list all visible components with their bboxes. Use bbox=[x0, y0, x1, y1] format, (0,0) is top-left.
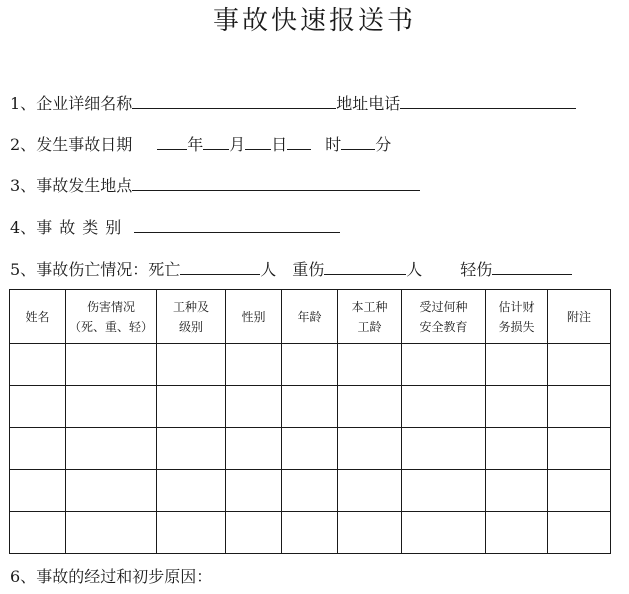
table-cell[interactable] bbox=[338, 470, 402, 512]
table-cell[interactable] bbox=[226, 428, 282, 470]
table-cell[interactable] bbox=[402, 470, 486, 512]
table-cell[interactable] bbox=[402, 344, 486, 386]
year-field[interactable] bbox=[157, 133, 187, 150]
item-company bbox=[10, 92, 576, 115]
casualty-table bbox=[9, 289, 611, 554]
table-cell[interactable] bbox=[10, 470, 66, 512]
table-cell[interactable] bbox=[486, 470, 548, 512]
death-count-field[interactable] bbox=[180, 258, 260, 275]
company-name-field[interactable] bbox=[132, 92, 336, 109]
item-number: 3、 bbox=[10, 176, 37, 195]
table-cell[interactable] bbox=[548, 470, 611, 512]
address-phone-field[interactable] bbox=[400, 92, 576, 109]
death-person-label: 人 bbox=[260, 260, 277, 279]
table-cell[interactable] bbox=[402, 386, 486, 428]
table-cell[interactable] bbox=[157, 428, 226, 470]
serious-person-label: 人 bbox=[406, 260, 423, 279]
table-cell[interactable] bbox=[548, 344, 611, 386]
hour-label: 时 bbox=[325, 135, 342, 154]
header-cell: 性别 bbox=[226, 290, 282, 344]
table-cell[interactable] bbox=[486, 344, 548, 386]
month-field[interactable] bbox=[203, 133, 229, 150]
table-cell[interactable] bbox=[10, 512, 66, 554]
table-cell[interactable] bbox=[157, 386, 226, 428]
table-row bbox=[10, 512, 611, 554]
table-cell[interactable] bbox=[486, 386, 548, 428]
table-cell[interactable] bbox=[66, 428, 157, 470]
table-cell[interactable] bbox=[282, 344, 338, 386]
company-name-label: 企业详细名称 bbox=[36, 94, 133, 113]
month-label: 月 bbox=[229, 135, 246, 154]
table-cell[interactable] bbox=[486, 428, 548, 470]
day-field[interactable] bbox=[245, 133, 271, 150]
year-label: 年 bbox=[187, 135, 204, 154]
item-number: 5、 bbox=[10, 260, 37, 279]
table-cell[interactable] bbox=[402, 512, 486, 554]
table-cell[interactable] bbox=[157, 470, 226, 512]
table-cell[interactable] bbox=[66, 470, 157, 512]
light-count-field[interactable] bbox=[492, 258, 572, 275]
table-cell[interactable] bbox=[226, 344, 282, 386]
minute-label: 分 bbox=[375, 135, 392, 154]
item-number: 1、 bbox=[10, 94, 37, 113]
table-cell[interactable] bbox=[282, 428, 338, 470]
table-cell[interactable] bbox=[226, 512, 282, 554]
table-row bbox=[10, 344, 611, 386]
table-row bbox=[10, 428, 611, 470]
table-header-row bbox=[10, 290, 611, 344]
table-cell[interactable] bbox=[226, 386, 282, 428]
table-cell[interactable] bbox=[338, 428, 402, 470]
day-extra-field[interactable] bbox=[287, 133, 311, 150]
table-cell[interactable] bbox=[66, 386, 157, 428]
header-cell: 工种及 级别 bbox=[157, 290, 226, 344]
table-cell[interactable] bbox=[338, 344, 402, 386]
table-cell[interactable] bbox=[402, 428, 486, 470]
table-cell[interactable] bbox=[10, 344, 66, 386]
header-cell: 姓名 bbox=[10, 290, 66, 344]
hour-field[interactable] bbox=[341, 133, 375, 150]
serious-injury-label: 重伤 bbox=[292, 260, 325, 279]
table-cell[interactable] bbox=[157, 344, 226, 386]
table-cell[interactable] bbox=[157, 512, 226, 554]
address-phone-label: 地址电话 bbox=[336, 94, 401, 113]
light-injury-label: 轻伤 bbox=[460, 260, 493, 279]
accident-process-label: 事故的经过和初步原因： bbox=[36, 567, 213, 586]
table-cell[interactable] bbox=[548, 512, 611, 554]
item-casualties bbox=[10, 258, 572, 281]
header-cell: 年龄 bbox=[282, 290, 338, 344]
item-location bbox=[10, 174, 420, 197]
item-process bbox=[10, 566, 212, 588]
header-cell: 本工种 工龄 bbox=[338, 290, 402, 344]
table-cell[interactable] bbox=[486, 512, 548, 554]
item-category bbox=[10, 216, 340, 239]
table-cell[interactable] bbox=[66, 512, 157, 554]
item-number: 6、 bbox=[10, 567, 37, 586]
table-cell[interactable] bbox=[10, 428, 66, 470]
casualties-label: 事故伤亡情况： bbox=[36, 260, 149, 279]
accident-location-field[interactable] bbox=[132, 174, 420, 191]
header-cell: 附注 bbox=[548, 290, 611, 344]
accident-location-label: 事故发生地点 bbox=[36, 176, 133, 195]
table-cell[interactable] bbox=[10, 386, 66, 428]
item-number: 2、 bbox=[10, 135, 37, 154]
death-label: 死亡 bbox=[148, 260, 181, 279]
header-cell: 伤害情况 （死、重、轻） bbox=[66, 290, 157, 344]
table-cell[interactable] bbox=[282, 512, 338, 554]
accident-date-label: 发生事故日期 bbox=[36, 135, 133, 154]
page-title: 事故快速报送书 bbox=[212, 6, 416, 36]
day-label: 日 bbox=[271, 135, 288, 154]
table-row bbox=[10, 470, 611, 512]
table-cell[interactable] bbox=[548, 386, 611, 428]
table-cell[interactable] bbox=[338, 386, 402, 428]
table-cell[interactable] bbox=[548, 428, 611, 470]
table-cell[interactable] bbox=[282, 386, 338, 428]
table-cell[interactable] bbox=[338, 512, 402, 554]
table-cell[interactable] bbox=[282, 470, 338, 512]
table-cell[interactable] bbox=[66, 344, 157, 386]
table-cell[interactable] bbox=[226, 470, 282, 512]
table-row bbox=[10, 386, 611, 428]
accident-category-label: 事故类别 bbox=[36, 218, 129, 237]
header-cell: 受过何种 安全教育 bbox=[402, 290, 486, 344]
header-cell: 估计财 务损失 bbox=[486, 290, 548, 344]
serious-count-field[interactable] bbox=[324, 258, 406, 275]
item-date bbox=[10, 133, 391, 156]
item-number: 4、 bbox=[10, 218, 37, 237]
accident-category-field[interactable] bbox=[134, 216, 340, 233]
